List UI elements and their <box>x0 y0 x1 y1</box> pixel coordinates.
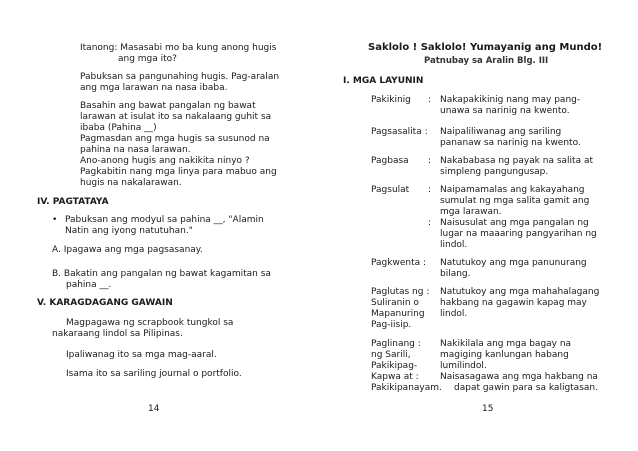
item-a: A. Ipagawa ang mga pagsasanay. <box>52 245 203 255</box>
objective-desc-line: Nakapakikinig nang may pang- <box>440 95 581 105</box>
objective-label-paglinang: Pakikipanayam. <box>371 383 442 393</box>
objective-desc-line: simpleng pangungusap. <box>440 167 549 177</box>
bullet-line1: Pabuksan ang modyul sa pahina __, "Alamin <box>65 215 264 225</box>
objective-desc-line: Natutukoy ang mga mahahalagang <box>440 287 600 297</box>
objective-label-paglutas: Paglutas ng : <box>371 287 430 297</box>
section-i-heading: I. MGA LAYUNIN <box>343 76 424 86</box>
objective-label-paglinang: Paglinang : <box>371 339 421 349</box>
section-v-heading: V. KARAGDAGANG GAWAIN <box>37 298 173 308</box>
page-number-left: 14 <box>148 404 160 414</box>
objective-label-paglinang: Pakikipag- <box>371 361 418 371</box>
objective-desc-line: mga larawan. <box>440 207 502 217</box>
basahin-line1: Basahin ang bawat pangalan ng bawat <box>80 101 256 111</box>
magpagawa-line2: nakaraang lindol sa Pilipinas. <box>52 329 183 339</box>
objective-label-pagkwenta: Pagkwenta : <box>371 258 427 268</box>
objective-label-pagsasalita: Pagsasalita : <box>371 127 428 137</box>
page-subtitle: Patnubay sa Aralin Blg. III <box>424 56 549 66</box>
objective-desc-line: dapat gawin para sa kaligtasan. <box>454 383 598 393</box>
objective-desc-line: unawa sa narinig na kwento. <box>440 106 570 116</box>
objective-desc-line: Naipaliliwanag ang sariling <box>440 127 562 137</box>
objective-desc-line: lumilindol. <box>440 361 487 371</box>
itanong-line2: ang mga ito? <box>118 54 177 64</box>
pabuksan-line1: Pabuksan sa pangunahing hugis. Pag-aralan <box>80 72 280 82</box>
objective-desc-line: lindol. <box>440 240 468 250</box>
objective-desc-line: Natutukoy ang mga panunurang <box>440 258 587 268</box>
basahin-line3: ibaba (Pahina __) <box>80 123 157 133</box>
objective-colon: : <box>428 218 432 228</box>
item-b-line2: pahina __. <box>66 280 112 290</box>
right-page <box>319 0 638 451</box>
objective-label-pakikinig: Pakikinig <box>371 95 411 105</box>
objective-colon: : <box>428 185 432 195</box>
objective-desc-line: hakbang na gagawin kapag may <box>440 298 587 308</box>
objective-desc-line: lindol. <box>440 309 468 319</box>
objective-desc-line: Nakikilala ang mga bagay na <box>440 339 572 349</box>
pagkabitin-line2: hugis na nakalarawan. <box>80 178 182 188</box>
anoano-line: Ano-anong hugis ang nakikita ninyo ? <box>80 156 250 166</box>
magpagawa-line1: Magpagawa ng scrapbook tungkol sa <box>66 318 234 328</box>
page-number-right: 15 <box>482 404 494 414</box>
objective-desc-line: bilang. <box>440 269 471 279</box>
objective-desc-line: Naisusulat ang mga pangalan ng <box>440 218 589 228</box>
ipaliwanag-line: Ipaliwanag ito sa mga mag-aaral. <box>66 350 217 360</box>
objective-label-paglutas: Mapanuring <box>371 309 425 319</box>
objective-label-pagsulat: Pagsulat <box>371 185 410 195</box>
objective-colon: : <box>428 156 432 166</box>
objective-desc-line: sumulat ng mga salita gamit ang <box>440 196 590 206</box>
objective-label-paglinang: Kapwa at : <box>371 372 419 382</box>
item-b-line1: B. Bakatin ang pangalan ng bawat kagamitan sa <box>52 269 271 279</box>
itanong-line1: Itanong: Masasabi mo ba kung anong hugis <box>80 43 277 53</box>
objective-label-paglutas: Pag-iisip. <box>371 320 412 330</box>
objective-desc-line: Naipamamalas ang kakayahang <box>440 185 585 195</box>
objective-desc-line: lugar na maaaring pangyarihan ng <box>440 229 597 239</box>
pagmasdan-line2: pahina na nasa larawan. <box>80 145 191 155</box>
pagmasdan-line1: Pagmasdan ang mga hugis sa susunod na <box>80 134 270 144</box>
objective-label-pagbasa: Pagbasa <box>371 156 409 166</box>
isama-line: Isama ito sa sariling journal o portfolio. <box>66 369 242 379</box>
objective-desc-line: magiging kanlungan habang <box>440 350 569 360</box>
objective-desc-line: pananaw sa narinig na kwento. <box>440 138 581 148</box>
objective-label-paglutas: Suliranin o <box>371 298 419 308</box>
pagkabitin-line1: Pagkabitin nang mga linya para mabuo ang <box>80 167 277 177</box>
objective-label-paglinang: ng Sarili, <box>371 350 411 360</box>
basahin-line2: larawan at isulat ito sa nakalaang guhit sa <box>80 112 272 122</box>
page-title: Saklolo ! Saklolo! Yumayanig ang Mundo! <box>368 42 603 53</box>
pabuksan-line2: ang mga larawan na nasa ibaba. <box>80 83 228 93</box>
bullet-icon: • <box>52 215 58 225</box>
section-iv-heading: IV. PAGTATAYA <box>37 197 109 207</box>
bullet-line2: Natin ang iyong natutuhan." <box>65 226 193 236</box>
objective-desc-line: Naisasagawa ang mga hakbang na <box>440 372 598 382</box>
objective-colon: : <box>428 95 432 105</box>
objective-desc-line: Nakababasa ng payak na salita at <box>440 156 593 166</box>
